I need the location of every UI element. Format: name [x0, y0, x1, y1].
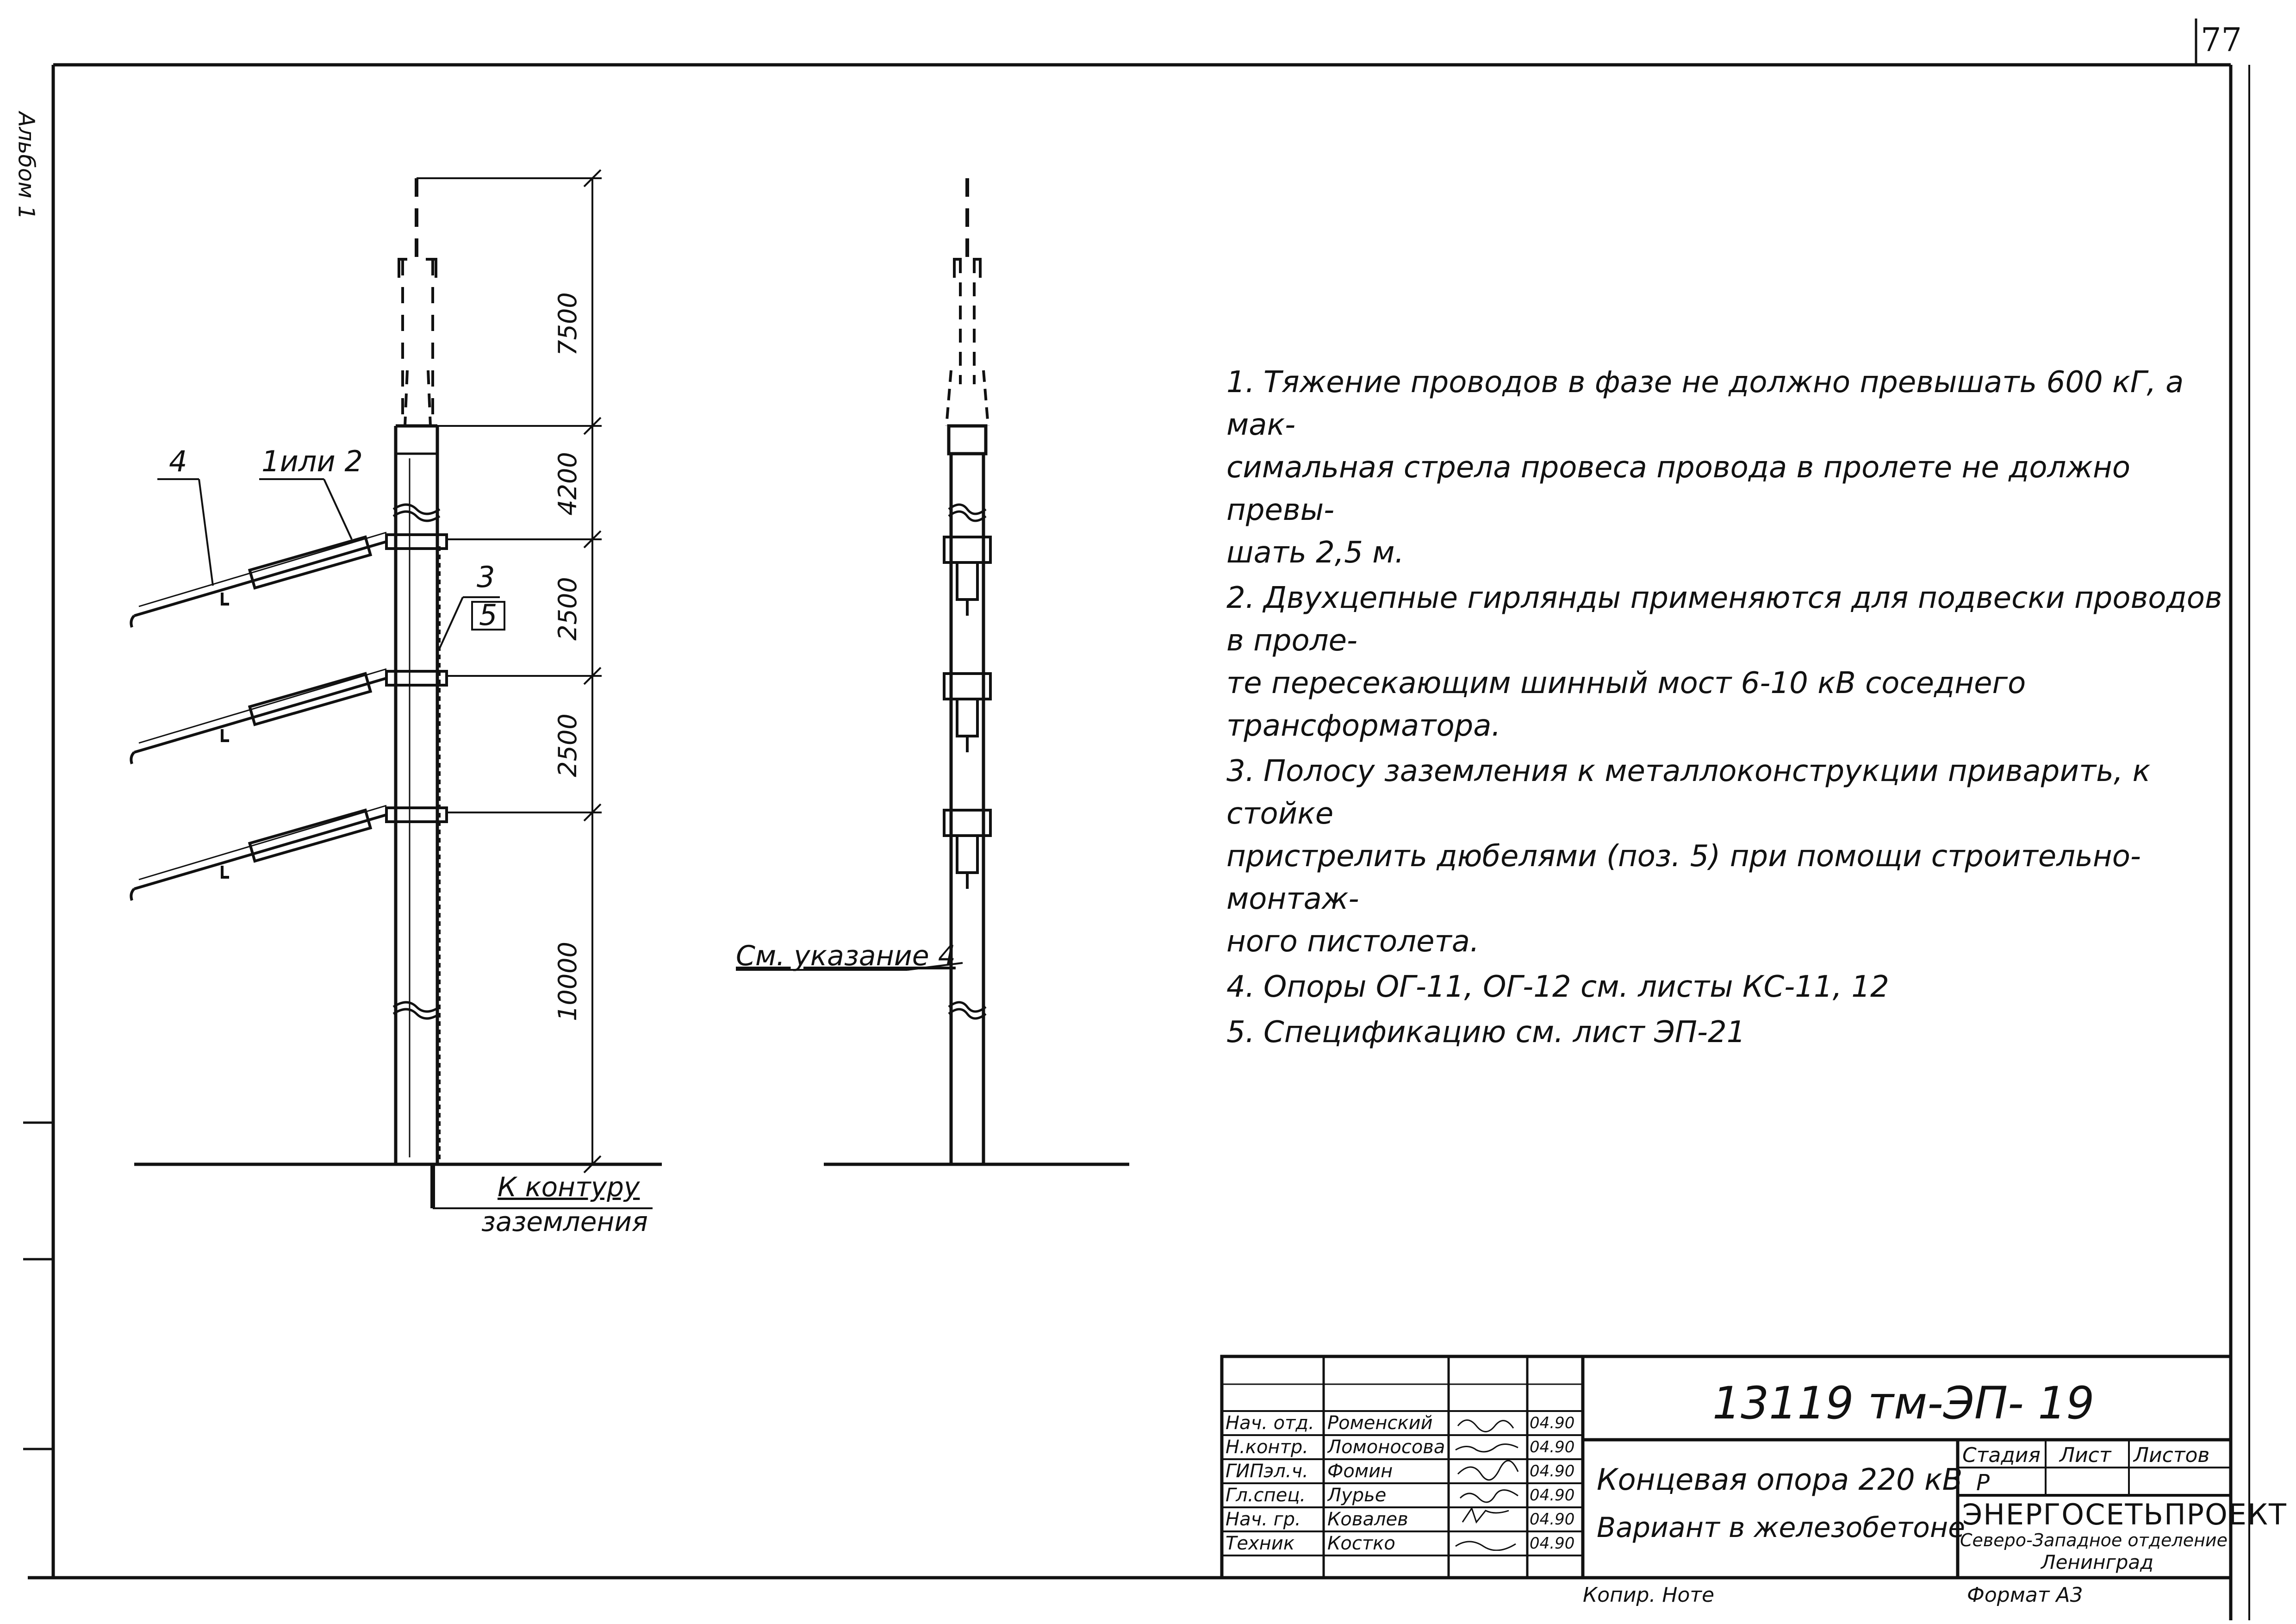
dim-10000: 10000	[553, 942, 582, 1021]
note-item: 5. Спецификацию см. лист ЭП-21	[1226, 1015, 1746, 1049]
note-item: 2. Двухцепные гирлянды применяются для подвески проводов в проле- те пересекающим шинный мост 6-10 кВ соседнего трансформатора.	[1226, 581, 2222, 743]
note-item: 1. Тяжение проводов в фазе не должно превышать 600 кГ, а мак- симальная стрела провеса провода в пролете не должно превы- шать 2,5 м.	[1226, 365, 2184, 570]
doc-code: 13119 тм-ЭП- 19	[1712, 1377, 2095, 1429]
sheet-title-line2: Вариант в железобетоне	[1597, 1512, 1966, 1544]
name-cell: Роменский	[1327, 1413, 1433, 1433]
role-cell: Гл.спец.	[1226, 1485, 1306, 1505]
format-label: Формат А3	[1967, 1583, 2083, 1607]
callout-pos4: 4	[169, 444, 187, 478]
name-cell: Лурье	[1327, 1485, 1387, 1505]
callout-pos1or2: 1или 2	[261, 444, 363, 478]
ground-callout-line1: К контуру	[498, 1171, 640, 1203]
sheets-header: Листов	[2134, 1443, 2210, 1467]
name-cell: Костко	[1327, 1533, 1395, 1554]
signatures	[1449, 1412, 1527, 1551]
sheet-number: 77	[2201, 21, 2242, 59]
name-cell: Фомин	[1327, 1461, 1393, 1481]
callout-pos5: 5	[479, 598, 498, 632]
date-cell: 04.90	[1530, 1438, 1575, 1456]
date-cell: 04.90	[1530, 1534, 1575, 1553]
date-cell: 04.90	[1530, 1486, 1575, 1505]
date-cell: 04.90	[1530, 1510, 1575, 1529]
org-name: ЭНЕРГОСЕТЬПРОЕКТ	[1962, 1498, 2287, 1531]
dim-7500: 7500	[553, 292, 582, 356]
dim-4200: 4200	[553, 452, 582, 516]
role-cell: ГИПэл.ч.	[1226, 1461, 1308, 1481]
note-item: 3. Полосу заземления к металлоконструкции приварить, к стойке пристрелить дюбелями (поз. 5) при помощи строительно-монтаж- ного пистолета.	[1226, 754, 2151, 959]
role-cell: Техник	[1226, 1533, 1295, 1554]
org-city: Ленинград	[2041, 1551, 2154, 1574]
stage-value: Р	[1976, 1470, 1990, 1496]
name-cell: Ковалев	[1327, 1509, 1408, 1530]
ground-callout-line2: заземления	[481, 1206, 648, 1237]
stage-header: Стадия	[1962, 1443, 2041, 1467]
org-branch: Северо-Западное отделение	[1960, 1530, 2228, 1550]
copied-label: Копир. Ноте	[1583, 1583, 1715, 1607]
dim-2500-lower: 2500	[553, 713, 582, 777]
note-item: 4. Опоры ОГ-11, ОГ-12 см. листы КС-11, 12	[1226, 970, 1889, 1004]
callout-pos3: 3	[477, 560, 495, 594]
name-cell: Ломоносова	[1327, 1437, 1445, 1457]
dimension-labels	[553, 292, 582, 1021]
role-cell: Нач. гр.	[1226, 1509, 1301, 1530]
right-pole-note: См. указание 4	[736, 940, 956, 972]
date-cell: 04.90	[1530, 1462, 1575, 1480]
date-cell: 04.90	[1530, 1414, 1575, 1432]
sheet-header: Лист	[2060, 1443, 2111, 1467]
dim-2500-upper: 2500	[553, 577, 582, 641]
album-label: Альбом 1	[13, 112, 39, 220]
role-cell: Нач. отд.	[1226, 1413, 1314, 1433]
right-pole	[736, 178, 1129, 1164]
general-notes	[1226, 361, 2245, 1056]
sheet-title-line1: Концевая опора 220 кВ	[1597, 1463, 1963, 1497]
left-pole	[131, 170, 662, 1208]
role-cell: Н.контр.	[1226, 1437, 1308, 1457]
